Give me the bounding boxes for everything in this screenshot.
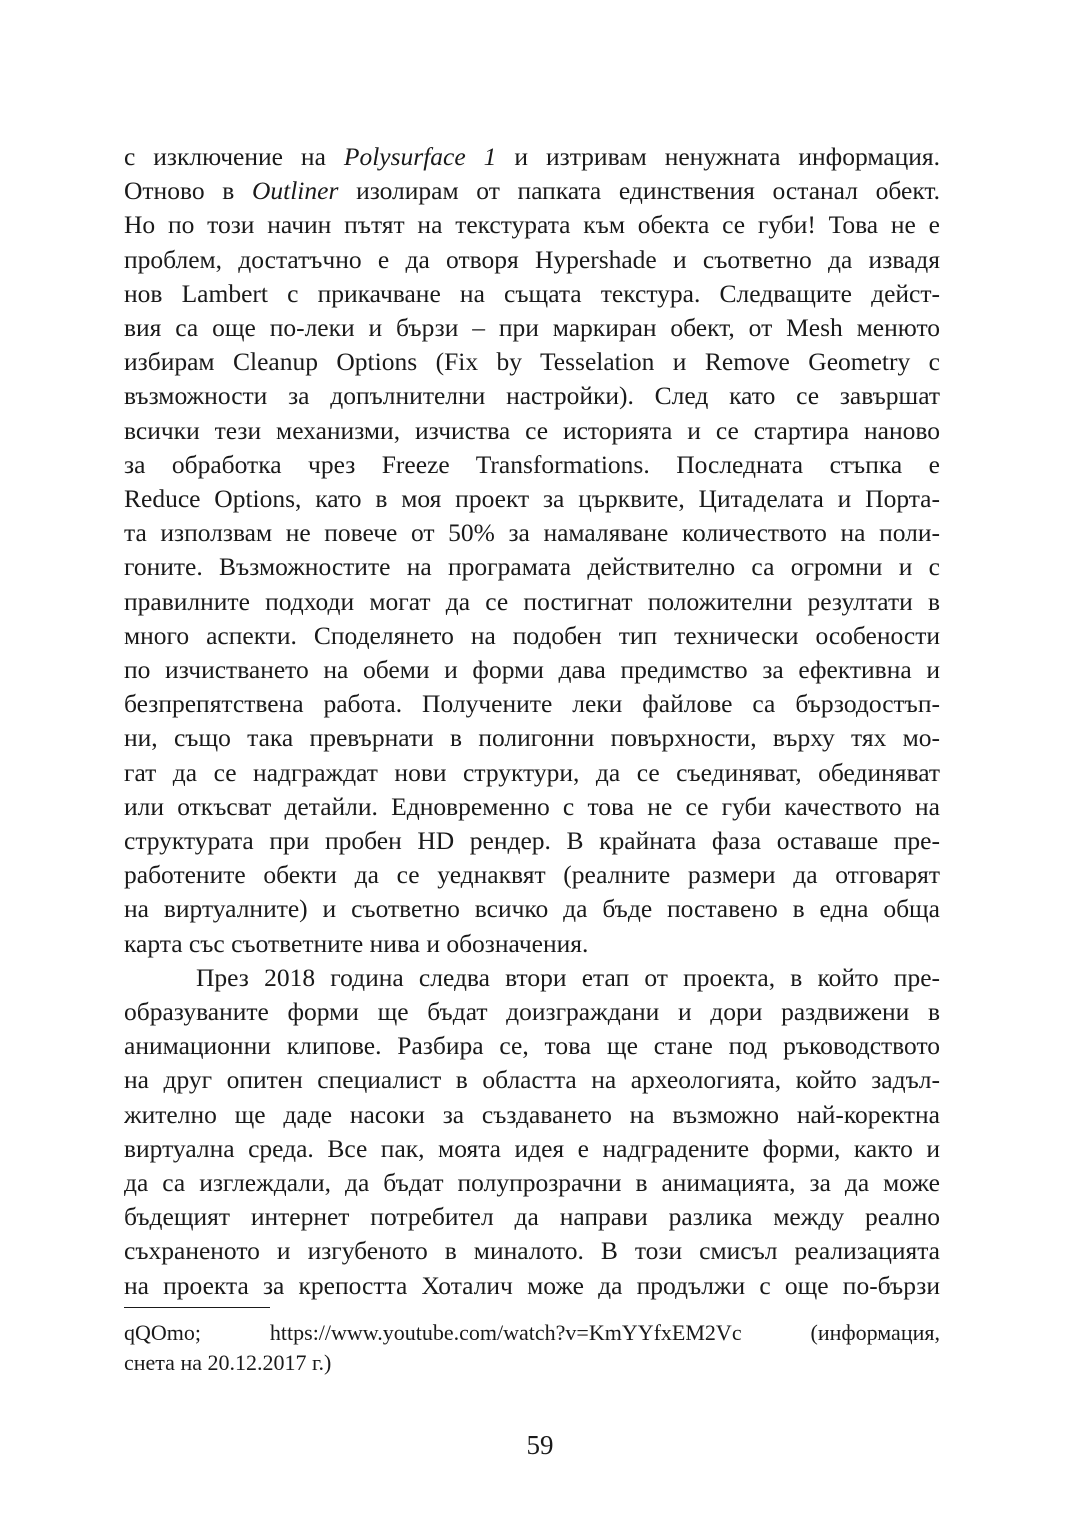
text-run: Reduce Options, като в моя проект за църквите, Цитаделата и Порта- bbox=[124, 484, 940, 513]
text-line bbox=[124, 140, 940, 174]
text-line bbox=[124, 1200, 940, 1234]
text-line bbox=[124, 687, 940, 721]
text-run: та използвам не повече от 50% за намаляване количеството на поли- bbox=[124, 518, 940, 548]
text-line bbox=[124, 311, 940, 345]
text-run: проблем, достатъчно е да отворя Hypershade и съответно да извадя bbox=[124, 244, 940, 274]
text-line bbox=[124, 927, 940, 961]
text-line bbox=[124, 379, 940, 413]
text-run: избирам Cleanup Options (Fix by Tesselation и Remove Geometry с bbox=[124, 347, 940, 377]
text-run: правилните подходи могат да се постигнат положителни резултати в bbox=[124, 586, 940, 616]
text-line bbox=[124, 756, 940, 790]
text-line bbox=[124, 208, 940, 242]
text-line bbox=[124, 858, 940, 892]
text-line bbox=[124, 414, 940, 448]
text-run: с изключение на bbox=[124, 142, 344, 171]
text-line bbox=[124, 1063, 940, 1097]
text-line bbox=[124, 653, 940, 687]
text-line bbox=[124, 243, 940, 277]
text-run: на друг опитен специалист в областта на археологията, който задъл- bbox=[124, 1065, 940, 1095]
text-run: гат да се надграждат нови структури, да се съединяват, обединяват bbox=[124, 757, 940, 787]
text-run: на виртуалните) и съответно всичко да бъде поставено в една обща bbox=[124, 894, 940, 924]
text-line bbox=[124, 1029, 940, 1063]
text-run: образуваните форми ще бъдат доизграждани и дори раздвижени в bbox=[124, 997, 940, 1026]
text-run: гоните. Възможностите на програмата действително са огромни и с bbox=[124, 552, 940, 582]
text-run: много аспекти. Споделянето на подобен тип технически особености bbox=[124, 620, 940, 650]
text-run: и изтривам ненужната информация. bbox=[496, 142, 940, 171]
text-run: съхраненото и изгубеното в миналото. В този смисъл реализацията bbox=[124, 1236, 940, 1266]
text-line bbox=[124, 448, 940, 482]
text-run: карта със съответните нива и обозначения. bbox=[124, 928, 589, 958]
text-run: ни, също така превърнати в полигонни повърхности, върху тях мо- bbox=[124, 723, 940, 753]
text-run: изолирам от папката единствения останал обект. bbox=[338, 176, 940, 206]
text-line bbox=[124, 721, 940, 755]
text-run: структурата при пробен HD рендер. В крайната фаза оставаше пре- bbox=[124, 826, 940, 855]
text-run: бъдещият интернет потребител да направи разлика между реално bbox=[124, 1202, 940, 1232]
text-line bbox=[124, 1098, 940, 1132]
text-line bbox=[124, 619, 940, 653]
text-run: жително ще даде насоки за създаването на възможно най-коректна bbox=[124, 1099, 940, 1129]
text-run: по изчистването на обеми и форми дава предимство за ефективна и bbox=[124, 655, 940, 684]
footnote-line: qQOmo; https://www.youtube.com/watch?v=KmYYfxEM2Vc (информация, bbox=[124, 1320, 940, 1345]
text-line bbox=[124, 790, 940, 824]
text-line bbox=[124, 174, 940, 208]
text-line bbox=[124, 345, 940, 379]
page-number: 59 bbox=[526, 1430, 554, 1460]
text-run: за обработка чрез Freeze Transformations. Последната стъпка е bbox=[124, 449, 940, 479]
text-run: анимационни клипове. Разбира се, това ще стане под ръководството bbox=[124, 1031, 940, 1061]
italic-term: Polysurface 1 bbox=[343, 142, 497, 171]
text-run: Но по този начин пътят на текстурата към обекта се губи! Това не е bbox=[124, 210, 940, 240]
footnote-line: снета на 20.12.2017 г.) bbox=[124, 1350, 332, 1375]
text-line bbox=[124, 550, 940, 584]
text-line bbox=[124, 824, 940, 858]
footnote-divider bbox=[124, 1307, 270, 1308]
text-line bbox=[124, 277, 940, 311]
text-line bbox=[124, 892, 940, 926]
text-line bbox=[124, 1132, 940, 1166]
text-run: възможности за допълнителни настройки). След като се завършат bbox=[124, 381, 940, 411]
text-run: безпрепятствена работа. Получените леки файлове са бързодостъп- bbox=[124, 689, 940, 719]
text-line bbox=[124, 1166, 940, 1200]
text-line bbox=[124, 585, 940, 619]
text-run: работените обекти да се уеднаквят (реалните размери да отговарят bbox=[124, 860, 940, 890]
text-line bbox=[124, 995, 940, 1029]
text-line bbox=[124, 1234, 940, 1268]
text-run: или откъсват детайли. Едновременно с това не се губи качеството на bbox=[124, 791, 940, 821]
text-run: всички тези механизми, изчиства се историята и се стартира наново bbox=[124, 415, 940, 445]
text-run: През 2018 година следва втори етап от проекта, в който пре- bbox=[196, 962, 940, 992]
text-run: виртуална среда. Все пак, моята идея е надградените форми, както и bbox=[124, 1133, 940, 1163]
text-line bbox=[124, 516, 940, 550]
text-line bbox=[124, 482, 940, 516]
text-run: вия са още по-леки и бързи – при маркиран обект, от Mesh менюто bbox=[124, 313, 940, 342]
text-line bbox=[124, 1269, 940, 1303]
text-run: да са изглеждали, да бъдат полупрозрачни в анимацията, за да може bbox=[124, 1168, 940, 1197]
text-run: нов Lambert с прикачване на същата текстура. Следващите дейст- bbox=[124, 278, 940, 308]
italic-term: Outliner bbox=[251, 176, 339, 206]
text-run: на проекта за крепостта Хоталич може да продължи с още по-бързи bbox=[124, 1270, 940, 1300]
text-run: Отново в bbox=[124, 176, 252, 206]
text-line bbox=[124, 961, 940, 995]
